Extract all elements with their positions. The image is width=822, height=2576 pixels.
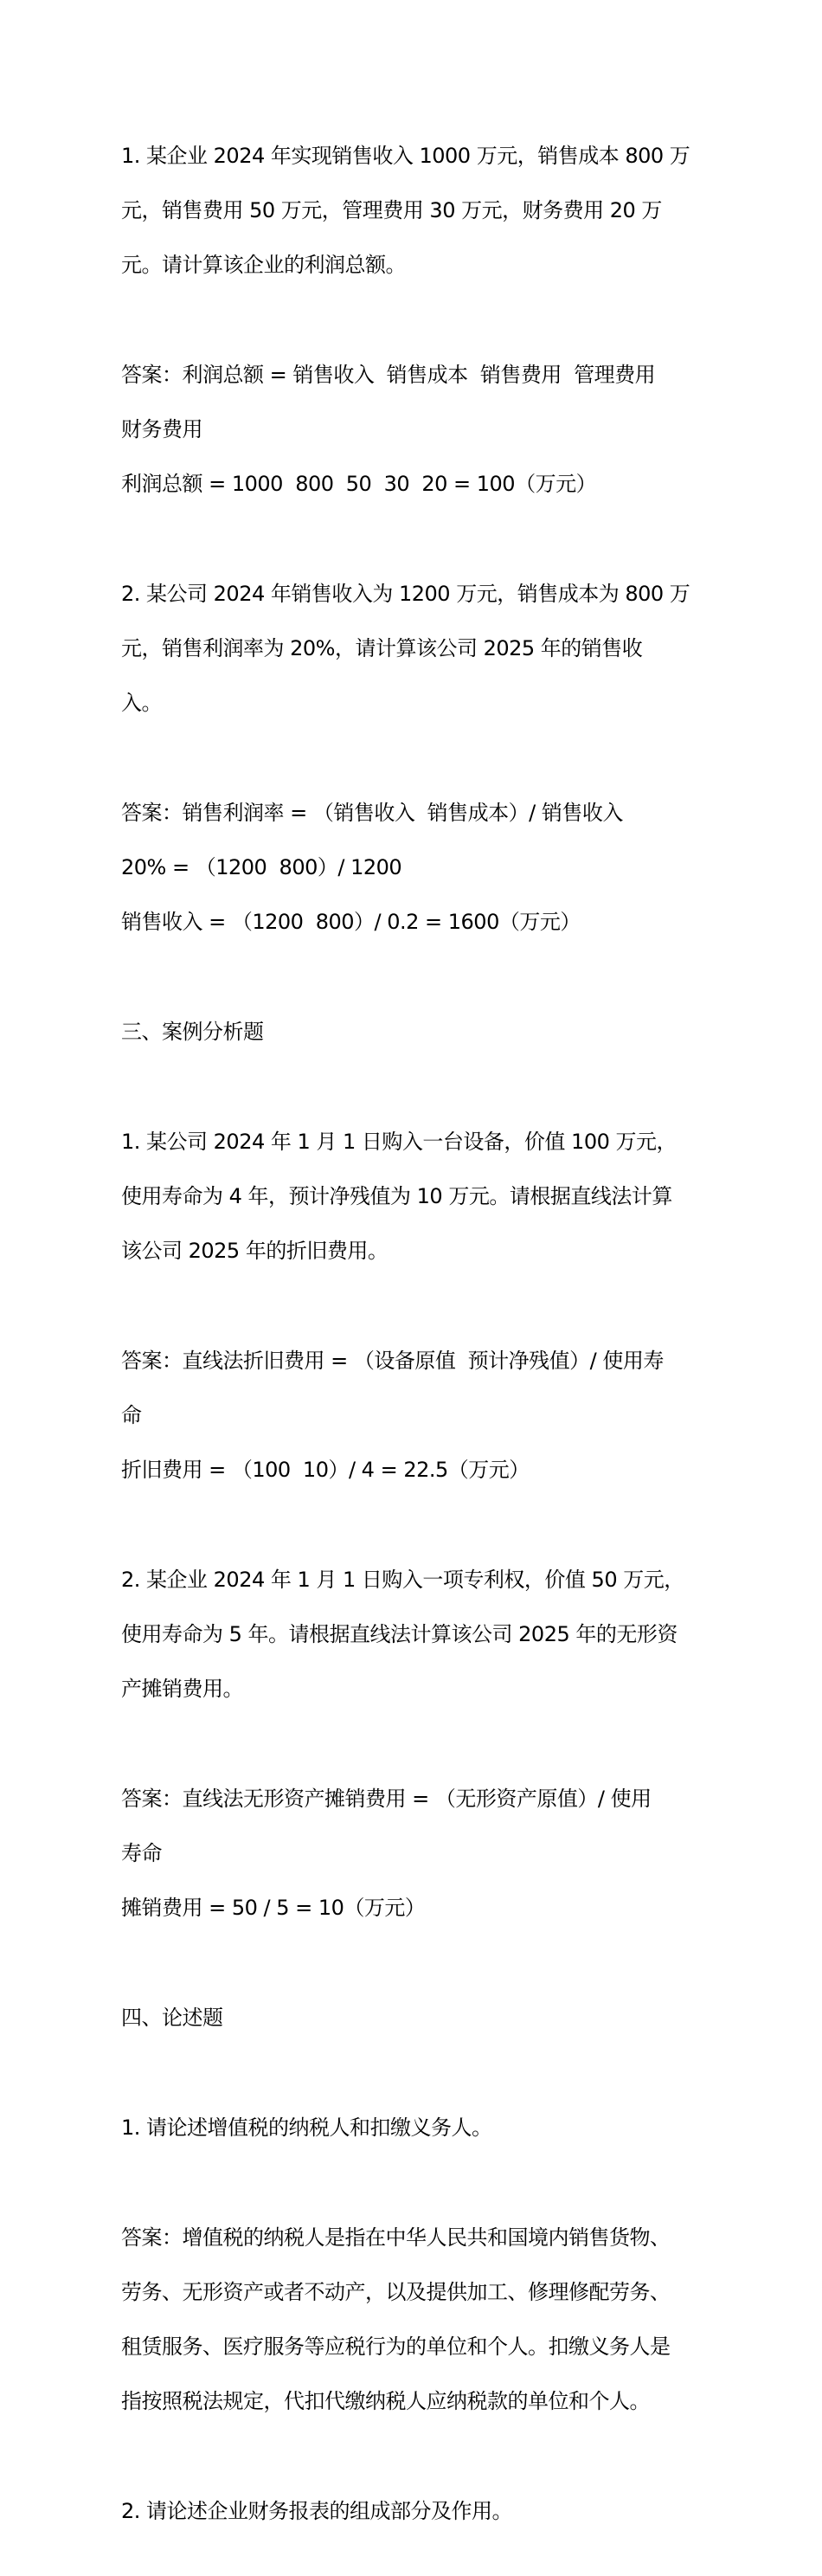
text-line: 2. 某公司 2024 年销售收入为 1200 万元，销售成本为 800 万 [121, 582, 690, 606]
text-line: 答案：增值税的纳税人是指在中华人民共和国境内销售货物、 [121, 2225, 671, 2250]
question-2-text [121, 549, 703, 749]
text-line: 使用寿命为 4 年，预计净残值为 10 万元。请根据直线法计算 [121, 1184, 672, 1208]
text-line: 产摊销费用。 [121, 1677, 243, 1701]
section-heading-case-analysis [121, 987, 703, 1078]
text-line: 20% = （1200 800）/ 1200 [121, 855, 402, 879]
text-line: 该公司 2025 年的折旧费用。 [121, 1239, 389, 1263]
essay-question-1-text [121, 2083, 703, 2174]
text-line: 劳务、无形资产或者不动产，以及提供加工、修理修配劳务、 [121, 2280, 671, 2304]
text-line: 1. 某公司 2024 年 1 月 1 日购入一台设备，价值 100 万元， [121, 1130, 677, 1154]
text-line: 元，销售费用 50 万元，管理费用 30 万元，财务费用 20 万 [121, 198, 662, 222]
case-question-2-text [121, 1535, 703, 1735]
text-line: 财务费用 [121, 417, 202, 441]
text-line: 1. 某企业 2024 年实现销售收入 1000 万元，销售成本 800 万 [121, 144, 690, 168]
text-line: 入。 [121, 691, 162, 715]
answer-1-text [121, 330, 703, 530]
text-line: 2. 请论述企业财务报表的组成部分及作用。 [121, 2499, 513, 2523]
text-line: 元，销售利润率为 20%，请计算该公司 2025 年的销售收 [121, 636, 643, 660]
answer-2-text [121, 768, 703, 968]
text-line: 元。请计算该企业的利润总额。 [121, 253, 406, 277]
text-line: 答案：直线法折旧费用 = （设备原值 预计净残值）/ 使用寿 [121, 1349, 664, 1373]
text-line: 答案：利润总额 = 销售收入 销售成本 销售费用 管理费用 [121, 363, 656, 387]
text-line: 答案：销售利润率 = （销售收入 销售成本）/ 销售收入 [121, 801, 623, 825]
heading-text: 四、论述题 [121, 2006, 223, 2030]
case-question-1-text [121, 1097, 703, 1297]
document-page [121, 111, 703, 2576]
text-line: 利润总额 = 1000 800 50 30 20 = 100（万元） [121, 472, 597, 496]
essay-answer-1-text [121, 2193, 703, 2447]
case-answer-2-text [121, 1754, 703, 1954]
section-heading-essay [121, 1973, 703, 2064]
text-line: 1. 请论述增值税的纳税人和扣缴义务人。 [121, 2116, 492, 2140]
question-1-text [121, 111, 703, 311]
text-line: 寿命 [121, 1841, 162, 1865]
essay-question-2-text [121, 2466, 703, 2557]
text-line: 使用寿命为 5 年。请根据直线法计算该公司 2025 年的无形资 [121, 1622, 678, 1646]
text-line: 折旧费用 = （100 10）/ 4 = 22.5（万元） [121, 1458, 530, 1482]
text-line: 答案：直线法无形资产摊销费用 = （无形资产原值）/ 使用 [121, 1787, 652, 1811]
text-line: 销售收入 = （1200 800）/ 0.2 = 1600（万元） [121, 910, 581, 934]
text-line: 指按照税法规定，代扣代缴纳税人应纳税款的单位和个人。 [121, 2389, 650, 2413]
text-line: 摊销费用 = 50 / 5 = 10（万元） [121, 1896, 426, 1920]
text-line: 租赁服务、医疗服务等应税行为的单位和个人。扣缴义务人是 [121, 2334, 671, 2359]
heading-text: 三、案例分析题 [121, 1020, 264, 1044]
text-line: 命 [121, 1403, 142, 1427]
case-answer-1-text [121, 1316, 703, 1516]
text-line: 2. 某企业 2024 年 1 月 1 日购入一项专利权，价值 50 万元， [121, 1568, 684, 1592]
